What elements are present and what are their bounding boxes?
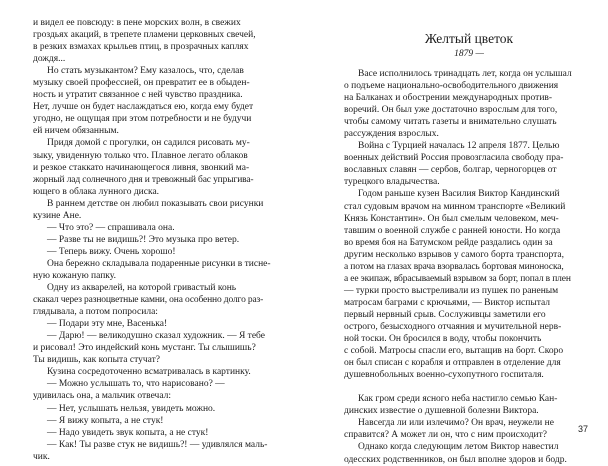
text-line: чик. [33,451,50,462]
text-line: Ты видишь, как копыта стучат? [33,355,160,366]
text-line: дождя... [33,54,66,65]
text-line: Как гром среди ясного неба настигло семью Кан- [358,394,558,405]
text-line: жорный лад солнечного дня и тревожный бас упрыгива- [33,174,254,185]
text-line: Война с Турцией началась 12 апреля 1877. Целью [358,141,560,152]
text-line: и резкое стаккато начинающегося ливня, звонкий ма- [33,162,250,173]
text-line: справится? А может ли он, что с ним происходит? [344,430,547,441]
text-line: первый нервный срыв. Сослуживцы заметили его [344,309,546,320]
right-page-text [344,68,594,466]
text-line: одесских родственников, он был вполне здоров и бодр. [344,454,567,465]
text-line: — Теперь вижу. Очень хорошо! [47,246,176,257]
text-line: — Подари эту мне, Васенька! [47,319,168,330]
text-line: музыку своей профессией, он превратит ее в обыден- [33,78,250,89]
right-page [300,0,608,465]
text-line: матросам баграми с крючьями, — Виктор испытал [344,297,551,308]
text-line: зыку, увиденную только что. Плавное легато облаков [33,150,248,161]
text-line: — Нет, услышать нельзя, увидеть можно. [47,403,216,414]
text-line: душевнобольных военно-сухопутного госпиталя. [344,370,544,381]
text-line: — турки просто выстреливали из пушек по раненым [344,285,559,296]
text-line: Придя домой с прогулки, он садился рисовать му- [47,138,250,149]
text-line: военных действий Россия провозгласила свободу пра- [344,153,564,164]
left-page-text [33,17,283,463]
text-line: гроздьях акаций, в трепете пламени церковных свечей, [33,30,256,41]
text-line: ющего в облака лунного диска. [33,186,160,197]
text-line: Князь Константин». Он был смелым человеком, меч- [344,213,559,224]
page-number: 37 [577,424,588,434]
text-line: а ее экипаж, вбрасываемый взрывом за борт, попал в плен [344,273,571,284]
text-line: турецкого владычества. [344,177,440,188]
text-line: и рисовал! Это индейский конь мустанг. Ты слышишь? [33,343,256,354]
text-line: и видел ее повсюду: в пене морских волн, в свежих [33,18,241,28]
text-line: Нет, лучше он будет наслаждаться ею, когда ему будет [33,102,254,113]
text-line: удивилась она, а мальчик отвечал: [33,391,172,402]
text-line: — Я вижу копыта, а не стук! [47,415,164,426]
text-line: В раннем детстве он любил показывать свои рисунки [47,198,264,209]
text-line: динских известие о душевной болезни Виктора. [344,406,539,417]
text-line: Васе исполнилось тринадцать лет, когда он услышал [358,69,572,79]
text-line: другим несколько взрывов у самого борта транспорта, [344,249,564,260]
text-line: ной тоски. Он бросился в воду, чтобы покончить [344,334,542,345]
text-line: кузине Ане. [33,210,82,221]
paragraph-gap [344,381,594,393]
text-line: в резких взмахах крыльев птиц, в прозрачных каплях [33,42,249,53]
chapter-year: 1879 — [454,49,484,59]
text-line: — Дарю! — великодушно сказал художник. — Я тебе [47,331,265,342]
text-line: Однако когда следующим летом Виктор навестил [358,442,559,453]
text-line: — Надо увидеть звук копыта, а не стук! [47,427,209,438]
text-line: скакал через разноцветные камни, она особенно долго раз- [33,295,264,306]
text-line: острого, безысходного отчаяния и мучительной нерв- [344,321,562,332]
text-line: Но стать музыкантом? Ему казалось, что, сделав [47,66,244,77]
text-line: он был списан с корабля и отправлен в отделение для [344,358,561,369]
text-line: с собой. Матросы спасли его, вытащив на борт. Скоро [344,346,564,357]
text-line: тавшим о военной службе с ранней юности. Но когда [344,225,561,236]
text-line: чтобы самому читать газеты и внимательно слушать [344,117,557,128]
text-line: во время боя на Батумском рейде раздались один за [344,237,553,248]
text-line: Она бережно складывала подаренные рисунки в тисне- [47,258,271,269]
text-line: Навсегда ли или излечимо? Он врач, неужели не [358,418,554,429]
text-line: — Что это? — спрашивала она. [47,222,175,233]
text-line: глядывала, а потом попросила: [33,307,158,318]
text-line: вославных славян — сербов, болгар, черногорцев от [344,165,557,176]
text-line: ей ничем обязанным. [33,126,119,137]
text-line: Одну из акварелей, на которой гривастый конь [47,283,237,294]
left-page [0,0,300,462]
text-line: — Разве ты не видишь?! Это музыка про ветер. [47,234,240,245]
text-line: Кузина сосредоточенно всматривалась в картинку. [47,367,251,378]
text-line: на Балканах и обострении международных против- [344,93,553,104]
text-line: о подъеме национально-освободительного движения [344,81,559,92]
text-line: ность и утратит связанное с ней чувство праздника. [33,90,243,101]
text-line: Годом раньше кузен Василия Виктор Кандинский [358,189,560,200]
text-line: — Можно услышать то, что нарисовано? — [47,379,225,390]
text-line: угодно, не ощущая при этом потребности и не будучи [33,114,252,125]
text-line: стал судовым врачом на минном транспорте «Великий [344,201,566,212]
text-line: воречий. Он был уже достаточно взрослым для того, [344,105,558,116]
text-line: — Как! Ты разве стук не видишь?! — удивлялся маль- [47,439,268,450]
text-line: ную кожаную папку. [33,270,116,281]
chapter-title: Желтый цветок [424,31,514,46]
text-line: рассуждения взрослых. [344,129,439,140]
text-line: а потом на глазах врача взорвалась бортовая миноноска, [344,261,564,272]
